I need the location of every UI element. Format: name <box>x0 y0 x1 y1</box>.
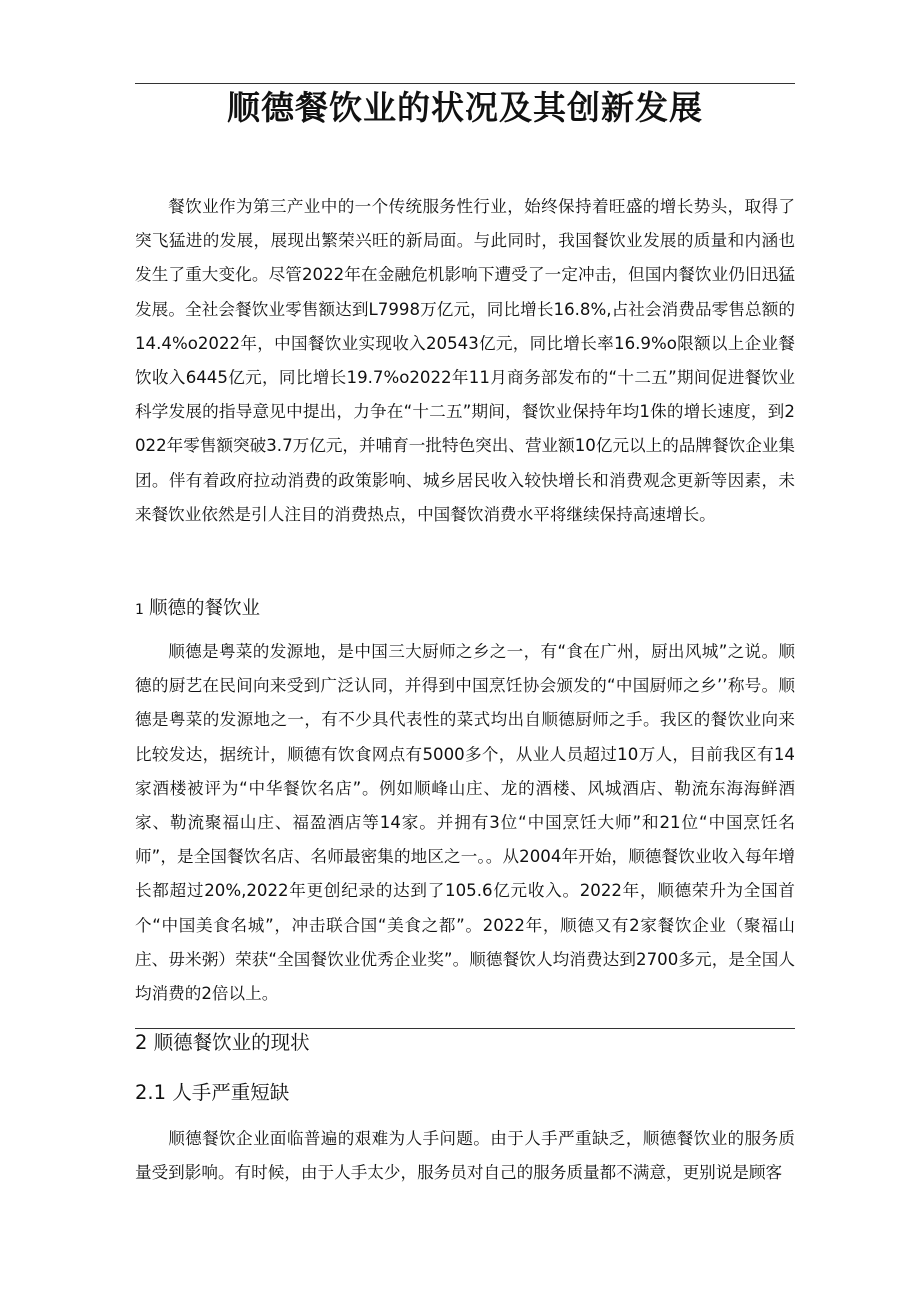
section-1-title: 顺德的餐饮业 <box>149 598 261 619</box>
section-1-paragraph: 顺德是粤菜的发源地，是中国三大厨师之乡之一，有“食在广州，厨出风城”之说。顺德的厨艺在民间向来受到广泛认同，并得到中国烹饪协会颁发的“中国厨师之乡’’称号。顺德是粤菜的发源地之一，有不少具代表性的菜式均出自顺德厨师之手。我区的餐饮业向来比较发达，据统计，顺德有饮食网点有5000多个，从业人员超过10万人，目前我区有14家酒楼被评为“中华餐饮名店”。例如顺峰山庄、龙的酒楼、风城酒店、勒流东海海鲜酒家、勒流聚福山庄、福盈酒店等14家。并拥有3位“中国烹饪大师”和21位“中国烹饪名师”，是全国餐饮名店、名师最密集的地区之一。。从2004年开始，顺德餐饮业收入每年增长都超过20%,2022年更创纪录的达到了105.6亿元收入。2022年，顺德荣升为全国首个“中国美食名城”，冲击联合国“美食之都”。2022年，顺德又有2家餐饮企业（聚福山庄、毋米粥）荣获“全国餐饮业优秀企业奖”。顺德餐饮人均消费达到2700多元，是全国人均消费的2倍以上。 <box>135 642 795 1004</box>
section-1-heading <box>135 595 260 624</box>
section-1-number: 1 <box>135 602 144 618</box>
section-2-1-heading: 2.1 人手严重短缺 <box>135 1081 290 1104</box>
section-2-1-paragraph: 顺德餐饮企业面临普遍的艰难为人手问题。由于人手严重缺乏，顺德餐饮业的服务质量受到影响。有时候，由于人手太少，服务员对自己的服务质量都不满意，更别说是顾客 <box>135 1129 795 1183</box>
top-rule <box>135 83 795 84</box>
document-title: 顺德餐饮业的状况及其创新发展 <box>227 88 703 127</box>
section-2-heading: 2 顺德餐饮业的现状 <box>135 1031 310 1054</box>
intro-paragraph: 餐饮业作为第三产业中的一个传统服务性行业，始终保持着旺盛的增长势头，取得了突飞猛进的发展，展现出繁荣兴旺的新局面。与此同时，我国餐饮业发展的质量和内涵也发生了重大变化。尽管2022年在金融危机影响下遭受了一定冲击，但国内餐饮业仍旧迅猛发展。全社会餐饮业零售额达到L7998万亿元，同比增长16.8%,占社会消费品零售总额的14.4%o2022年，中国餐饮业实现收入20543亿元，同比增长率16.9%o限额以上企业餐饮收入6445亿元，同比增长19.7%o2022年11月商务部发布的“十二五”期间促进餐饮业科学发展的指导意见中提出，力争在“十二五”期间，餐饮业保持年均1侏的增长速度，到2022年零售额突破3.7万亿元，并哺育一批特色突出、营业额10亿元以上的品牌餐饮企业集团。伴有着政府拉动消费的政策影响、城乡居民收入较快增长和消费观念更新等因素，未来餐饮业依然是引人注目的消费热点，中国餐饮消费水平将继续保持高速增长。 <box>135 197 795 524</box>
section-divider <box>135 1028 795 1029</box>
